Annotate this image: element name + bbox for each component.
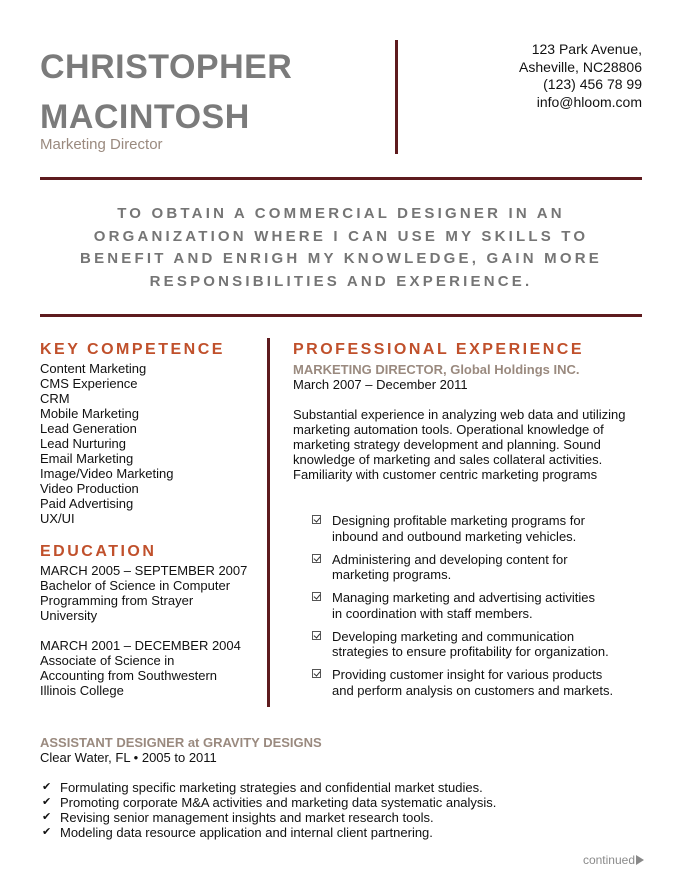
- phone: (123) 456 78 99: [543, 76, 642, 92]
- checkmark-icon: ✔: [42, 796, 52, 808]
- summary-line: Substantial experience in analyzing web data and utilizing: [293, 407, 626, 422]
- bullet-text: Revising senior management insights and market research tools.: [60, 810, 434, 825]
- education-line: Programming from Strayer: [40, 593, 194, 608]
- email: info@hloom.com: [536, 93, 642, 110]
- bullet-item: [40, 780, 496, 795]
- key-competence-list: [40, 361, 173, 526]
- top-rule: [40, 177, 642, 180]
- list-item: UX/UI: [40, 511, 75, 526]
- list-item: CMS Experience: [40, 376, 138, 391]
- header-divider: [395, 40, 398, 154]
- bullet-line: inbound and outbound marketing vehicles.: [332, 528, 577, 544]
- education-line: Illinois College: [40, 683, 124, 698]
- objective-line: BENEFIT AND ENRIGH MY KNOWLEDGE, GAIN MORE: [80, 250, 602, 267]
- contact-block: [519, 41, 642, 111]
- bullet-text: Modeling data resource application and internal client partnering.: [60, 825, 433, 840]
- middle-rule: [40, 314, 642, 317]
- summary-line: Familiarity with customer centric marketing programs: [293, 467, 598, 482]
- address-line-2: Asheville, NC28806: [519, 58, 642, 75]
- list-item: Lead Generation: [40, 421, 137, 436]
- bullet-line: and perform analysis on customers and markets.: [332, 682, 614, 698]
- bullet-item: [293, 552, 653, 583]
- list-item: CRM: [40, 391, 70, 406]
- education-line: Accounting from Southwestern: [40, 668, 218, 683]
- bullet-line: in coordination with staff members.: [332, 605, 533, 621]
- experience-heading: PROFESSIONAL EXPERIENCE: [293, 341, 585, 358]
- checkbox-icon: [312, 515, 321, 524]
- column-divider: [267, 338, 270, 707]
- bullet-item: [293, 629, 653, 660]
- job1-dates: March 2007 – December 2011: [293, 377, 468, 392]
- candidate-name: [40, 42, 292, 142]
- list-item: Paid Advertising: [40, 496, 134, 511]
- continued-label: continued: [582, 853, 635, 867]
- objective-line: TO OBTAIN A COMMERCIAL DESIGNER IN AN: [117, 205, 565, 222]
- education-line: University: [40, 608, 98, 623]
- education-line: Bachelor of Science in Computer: [40, 578, 231, 593]
- bullet-item: [40, 810, 496, 825]
- bullet-line: Managing marketing and advertising activities: [332, 590, 596, 605]
- education-entry: [40, 638, 241, 698]
- objective-line: ORGANIZATION WHERE I CAN USE MY SKILLS TO: [93, 227, 589, 245]
- bullet-line: Developing marketing and communication: [332, 628, 575, 644]
- job1-bullets: [293, 513, 653, 706]
- job2-bullets: [40, 780, 496, 840]
- address-line-1: 123 Park Avenue,: [531, 41, 642, 57]
- summary-line: marketing strategy development and planning. Sound: [293, 437, 601, 452]
- bullet-line: strategies to ensure profitability for organization.: [332, 644, 609, 659]
- checkmark-icon: ✔: [42, 781, 52, 793]
- list-item: Lead Nurturing: [40, 436, 126, 451]
- education-dates: MARCH 2005 – SEPTEMBER 2007: [40, 563, 248, 578]
- bullet-item: [293, 667, 653, 698]
- education-entry: [40, 563, 247, 623]
- objective-line: RESPONSIBILITIES AND EXPERIENCE.: [149, 272, 533, 290]
- bullet-line: Providing customer insight for various products: [332, 667, 603, 682]
- job1-title: MARKETING DIRECTOR, Global Holdings INC.: [293, 362, 580, 377]
- bullet-item: [293, 590, 653, 621]
- key-competence-heading: KEY COMPETENCE: [40, 341, 225, 358]
- list-item: Video Production: [40, 481, 139, 496]
- checkbox-icon: [312, 554, 321, 563]
- objective-statement: [40, 203, 642, 293]
- first-name: CHRISTOPHER: [40, 48, 293, 86]
- checkmark-icon: ✔: [42, 811, 52, 823]
- education-line: Associate of Science in: [40, 653, 175, 668]
- list-item: Mobile Marketing: [40, 406, 139, 421]
- education-heading: EDUCATION: [40, 543, 157, 560]
- bullet-item: [293, 513, 653, 544]
- checkbox-icon: [312, 592, 321, 601]
- bullet-line: Designing profitable marketing programs for: [332, 513, 585, 528]
- summary-line: knowledge of marketing and sales collateral activities.: [293, 452, 603, 467]
- job2-location: Clear Water, FL • 2005 to 2011: [40, 750, 217, 765]
- list-item: Content Marketing: [40, 361, 147, 376]
- list-item: Email Marketing: [40, 451, 134, 466]
- bullet-line: marketing programs.: [332, 567, 452, 582]
- summary-line: marketing automation tools. Operational knowledge of: [293, 422, 604, 437]
- bullet-line: Administering and developing content for: [332, 551, 568, 567]
- bullet-item: [40, 795, 496, 810]
- job-title: Marketing Director: [40, 136, 163, 153]
- continued-indicator: [583, 853, 644, 867]
- checkbox-icon: [312, 669, 321, 678]
- job1-summary: [293, 407, 625, 482]
- list-item: Image/Video Marketing: [40, 466, 174, 481]
- play-arrow-icon: [636, 855, 644, 865]
- job2-title: ASSISTANT DESIGNER at GRAVITY DESIGNS: [40, 735, 322, 750]
- last-name: MACINTOSH: [40, 98, 250, 136]
- bullet-text: Formulating specific marketing strategies and confidential market studies.: [60, 780, 483, 795]
- checkmark-icon: ✔: [42, 826, 52, 838]
- checkbox-icon: [312, 631, 321, 640]
- bullet-text: Promoting corporate M&A activities and marketing data systematic analysis.: [60, 795, 497, 810]
- bullet-item: [40, 825, 496, 840]
- education-dates: MARCH 2001 – DECEMBER 2004: [40, 638, 241, 653]
